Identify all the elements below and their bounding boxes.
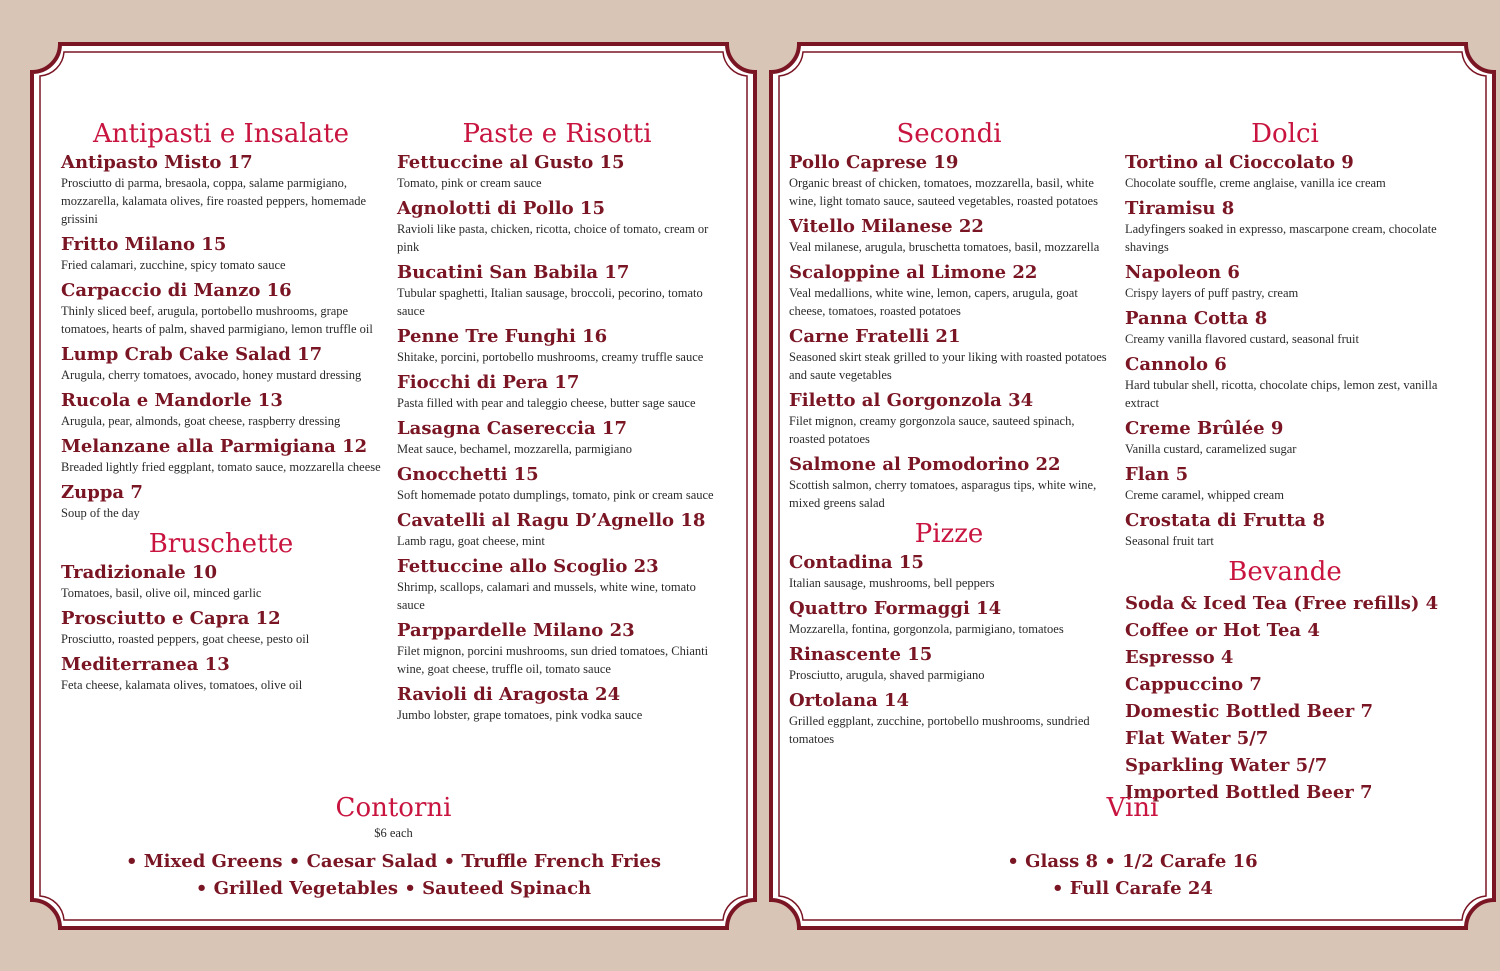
- menu-item: Ortolana 14 Grilled eggplant, zucchine, portobello mushrooms, sundried tomatoes: [789, 690, 1090, 746]
- menu-panel-right: [769, 42, 1496, 930]
- contorni-line-1: • Mixed Greens • Caesar Salad • Truffle French Fries: [125, 851, 661, 872]
- menu-item: Creme Brûlée 9 Vanilla custard, caramelized sugar: [1125, 418, 1297, 456]
- section-title-antipasti: Antipasti e Insalate: [93, 119, 349, 149]
- menu-item: Melanzane alla Parmigiana 12 Breaded lightly fried eggplant, tomato sauce, mozzarella cheese: [61, 436, 381, 474]
- menu-item: Cavatelli al Ragu D’Agnello 18 Lamb ragu, goat cheese, mint: [397, 510, 706, 548]
- menu-item: Tortino al Cioccolato 9 Chocolate souffle, creme anglaise, vanilla ice cream: [1125, 152, 1386, 190]
- menu-item: Agnolotti di Pollo 15 Ravioli like pasta, chicken, ricotta, choice of tomato, cream or pink: [397, 198, 709, 254]
- pizze-list: [789, 552, 1109, 748]
- paste-list: [397, 152, 717, 724]
- menu-item: Cannolo 6 Hard tubular shell, ricotta, chocolate chips, lemon zest, vanilla extract: [1125, 354, 1438, 410]
- menu-item: Mediterranea 13 Feta cheese, kalamata olives, tomatoes, olive oil: [61, 654, 303, 692]
- menu-item: Ravioli di Aragosta 24 Jumbo lobster, grape tomatoes, pink vodka sauce: [397, 684, 643, 722]
- section-title-bevande: Bevande: [1228, 557, 1342, 587]
- menu-item: Pollo Caprese 19 Organic breast of chicken, tomatoes, mozzarella, basil, white wine, light tomato sauce, sauteed vegetables, roasted potatoes: [789, 152, 1098, 208]
- menu-item: Napoleon 6 Crispy layers of puff pastry, cream: [1125, 262, 1299, 300]
- bevande-list: [1125, 590, 1445, 806]
- section-title-secondi: Secondi: [896, 119, 1002, 149]
- menu-item: Bucatini San Babila 17 Tubular spaghetti, Italian sausage, broccoli, pecorino, tomato sauce: [397, 262, 703, 318]
- menu-item: Filetto al Gorgonzola 34 Filet mignon, creamy gorgonzola sauce, sauteed spinach, roasted potatoes: [789, 390, 1075, 446]
- menu-item: Tradizionale 10 Tomatoes, basil, olive oil, minced garlic: [61, 562, 262, 600]
- column-antipasti: [61, 118, 381, 700]
- column-secondi: [789, 118, 1109, 754]
- beverage-item: Cappuccino 7: [1125, 674, 1262, 695]
- vini-line-2: • Full Carafe 24: [1052, 878, 1213, 899]
- menu-item: Fritto Milano 15 Fried calamari, zucchine, spicy tomato sauce: [61, 234, 286, 272]
- menu-item: Antipasto Misto 17 Prosciutto di parma, bresaola, coppa, salame parmigiano, mozzarella, kalamata olives, fire roasted peppers, homemade grissini: [61, 152, 367, 226]
- menu-item: Carpaccio di Manzo 16 Thinly sliced beef, arugula, portobello mushrooms, grape tomatoes, hearts of palm, shaved parmigiano, lemon truffle oil: [61, 280, 373, 336]
- menu-item: Scaloppine al Limone 22 Veal medallions, white wine, lemon, capers, arugula, goat cheese, tomatoes, roasted potatoes: [789, 262, 1078, 318]
- menu-item: Panna Cotta 8 Creamy vanilla flavored custard, seasonal fruit: [1125, 308, 1359, 346]
- menu-item: Rucola e Mandorle 13 Arugula, pear, almonds, goat cheese, raspberry dressing: [61, 390, 341, 428]
- contorni-line-2: • Grilled Vegetables • Sauteed Spinach: [195, 878, 592, 899]
- section-title-bruschette: Bruschette: [148, 529, 294, 559]
- menu-item: Fettuccine al Gusto 15 Tomato, pink or cream sauce: [397, 152, 625, 190]
- vini-section: [769, 792, 1496, 902]
- menu-item: Prosciutto e Capra 12 Prosciutto, roasted peppers, goat cheese, pesto oil: [61, 608, 310, 646]
- menu-item: Carne Fratelli 21 Seasoned skirt steak grilled to your liking with roasted potatoes and saute vegetables: [789, 326, 1107, 382]
- section-title-paste: Paste e Risotti: [462, 119, 652, 149]
- beverage-item: Imported Bottled Beer 7: [1125, 782, 1373, 803]
- beverage-item: Sparkling Water 5/7: [1125, 755, 1328, 776]
- menu-item: Penne Tre Funghi 16 Shitake, porcini, portobello mushrooms, creamy truffle sauce: [397, 326, 704, 364]
- menu-item: Contadina 15 Italian sausage, mushrooms, bell peppers: [789, 552, 995, 590]
- menu-item: Fiocchi di Pera 17 Pasta filled with pear and taleggio cheese, butter sage sauce: [397, 372, 696, 410]
- column-dolci: [1125, 118, 1445, 806]
- section-title-pizze: Pizze: [914, 519, 984, 549]
- menu-item: Crostata di Frutta 8 Seasonal fruit tart: [1125, 510, 1325, 548]
- contorni-section: [30, 792, 757, 902]
- contorni-price: $6 each: [374, 826, 413, 840]
- menu-item: Lump Crab Cake Salad 17 Arugula, cherry tomatoes, avocado, honey mustard dressing: [61, 344, 362, 382]
- section-title-contorni: Contorni: [335, 793, 452, 823]
- menu-item: Tiramisu 8 Ladyfingers soaked in expresso, mascarpone cream, chocolate shavings: [1125, 198, 1437, 254]
- beverage-item: Coffee or Hot Tea 4: [1125, 620, 1320, 641]
- column-paste: [397, 118, 717, 730]
- bruschette-list: [61, 562, 381, 694]
- menu-item: Parppardelle Milano 23 Filet mignon, porcini mushrooms, sun dried tomatoes, Chianti wine, goat cheese, truffle oil, tomato sauce: [397, 620, 709, 676]
- beverage-item: Espresso 4: [1125, 647, 1234, 668]
- menu-item: Salmone al Pomodorino 22 Scottish salmon, cherry tomatoes, asparagus tips, white wine, mixed greens salad: [789, 454, 1097, 510]
- secondi-list: [789, 152, 1109, 512]
- beverage-item: Flat Water 5/7: [1125, 728, 1269, 749]
- menu-panel-left: [30, 42, 757, 930]
- menu-item: Zuppa 7 Soup of the day: [61, 482, 143, 520]
- menu-item: Lasagna Casereccia 17 Meat sauce, bechamel, mozzarella, parmigiano: [397, 418, 632, 456]
- dolci-list: [1125, 152, 1445, 550]
- section-title-vini: Vini: [1106, 793, 1159, 823]
- menu-item: Vitello Milanese 22 Veal milanese, arugula, bruschetta tomatoes, basil, mozzarella: [789, 216, 1100, 254]
- beverage-item: Domestic Bottled Beer 7: [1125, 701, 1374, 722]
- vini-line-1: • Glass 8 • 1/2 Carafe 16: [1007, 851, 1258, 872]
- section-title-dolci: Dolci: [1251, 119, 1319, 149]
- menu-item: Fettuccine allo Scoglio 23 Shrimp, scallops, calamari and mussels, white wine, tomato sauce: [397, 556, 696, 612]
- menu-item: Gnocchetti 15 Soft homemade potato dumplings, tomato, pink or cream sauce: [397, 464, 714, 502]
- menu-item: Quattro Formaggi 14 Mozzarella, fontina, gorgonzola, parmigiano, tomatoes: [789, 598, 1064, 636]
- menu-item: Rinascente 15 Prosciutto, arugula, shaved parmigiano: [789, 644, 985, 682]
- beverage-item: Soda & Iced Tea (Free refills) 4: [1125, 593, 1439, 614]
- antipasti-list: [61, 152, 381, 522]
- menu-item: Flan 5 Creme caramel, whipped cream: [1125, 464, 1284, 502]
